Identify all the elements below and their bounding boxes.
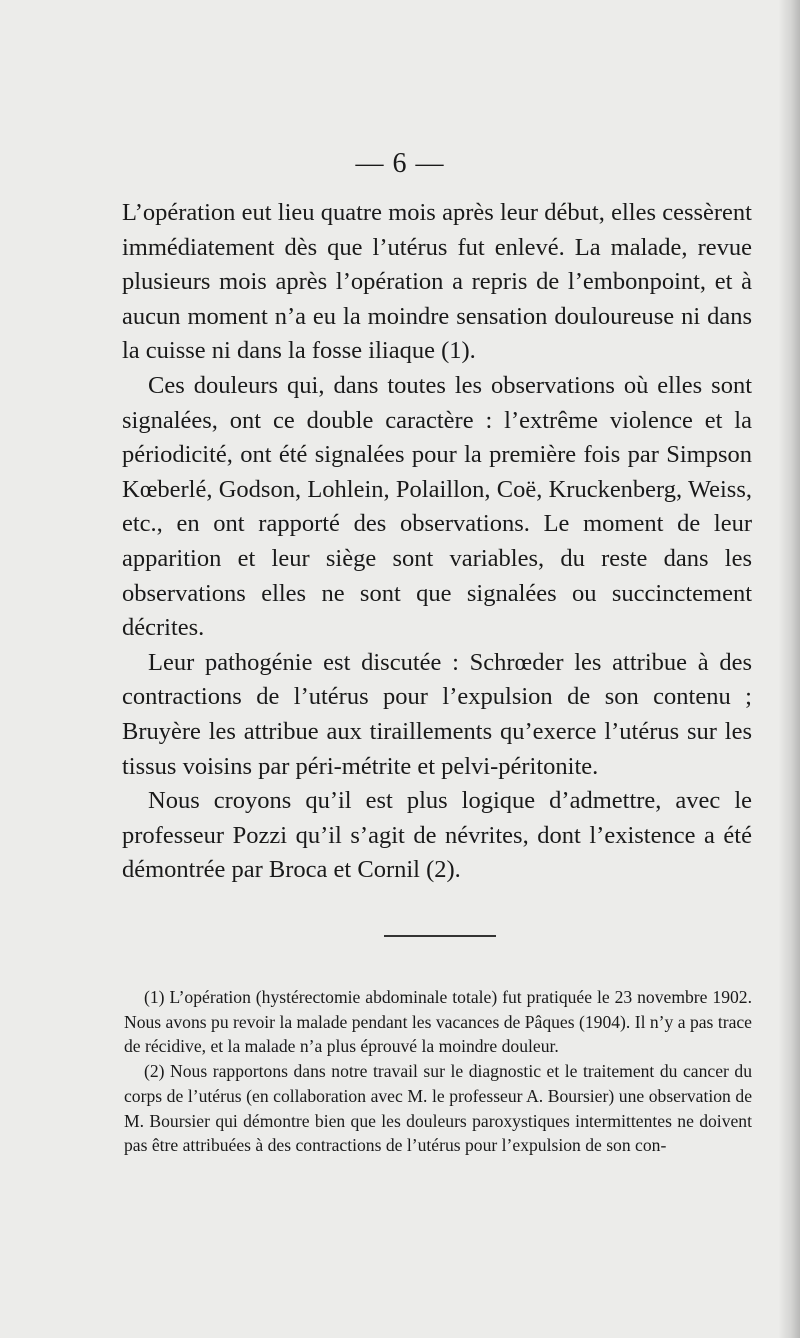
footnotes xyxy=(124,985,752,1158)
paragraph-3: Leur pathogénie est discutée : Schrœder les attribue à des contractions de l’utérus pour l’expulsion de son contenu ; Bruyère les attribue aux tiraillements qu’exerce l’utérus sur les tissus voisins par péri-métrite et pelvi-péritonite. xyxy=(122,648,752,780)
paragraph-4: Nous croyons qu’il est plus logique d’admettre, avec le professeur Pozzi qu’il s’agit de névrites, dont l’existence a été démontrée par Broca et Cornil (2). xyxy=(122,787,752,884)
paragraph-1: L’opération eut lieu quatre mois après leur début, elles cessèrent immédiatement dès que l’utérus fut enlevé. La malade, revue plusieurs mois après l’opération a repris de l’embonpoint, et à aucun moment n’a eu la moindre sensation douloureuse ni dans la cuisse ni dans la fosse iliaque (1). xyxy=(122,199,752,365)
body-text xyxy=(122,196,752,888)
footnote-1: (1) L’opération (hystérectomie abdominale totale) fut pratiquée le 23 novembre 1902. Nous avons pu revoir la malade pendant les vacances de Pâques (1904). Il n’y a pas trace de récidive, et la malade n’a plus éprouvé la moindre douleur. xyxy=(124,987,752,1057)
footnote-2: (2) Nous rapportons dans notre travail sur le diagnostic et le traitement du cancer du corps de l’utérus (en collaboration avec M. le professeur A. Boursier) une observation de M. Boursier qui démontre bien que les douleurs paroxystiques intermittentes ne doivent pas être attribuées à des contractions de l’utérus pour l’expulsion de son con- xyxy=(124,1061,752,1156)
page-edge-shadow xyxy=(778,0,800,1338)
paragraph-2: Ces douleurs qui, dans toutes les observations où elles sont signalées, ont ce double caractère : l’extrême violence et la périodicité, ont été signalées pour la première fois par Simpson Kœberlé, Godson, Lohlein, Polaillon, Coë, Kruckenberg, Weiss, etc., en ont rapporté des observations. Le moment de leur apparition et leur siège sont variables, du reste dans les observations elles ne sont que signalées ou succinctement décrites. xyxy=(122,371,752,642)
page-number: — 6 — xyxy=(355,148,445,179)
footnote-separator xyxy=(384,935,496,937)
